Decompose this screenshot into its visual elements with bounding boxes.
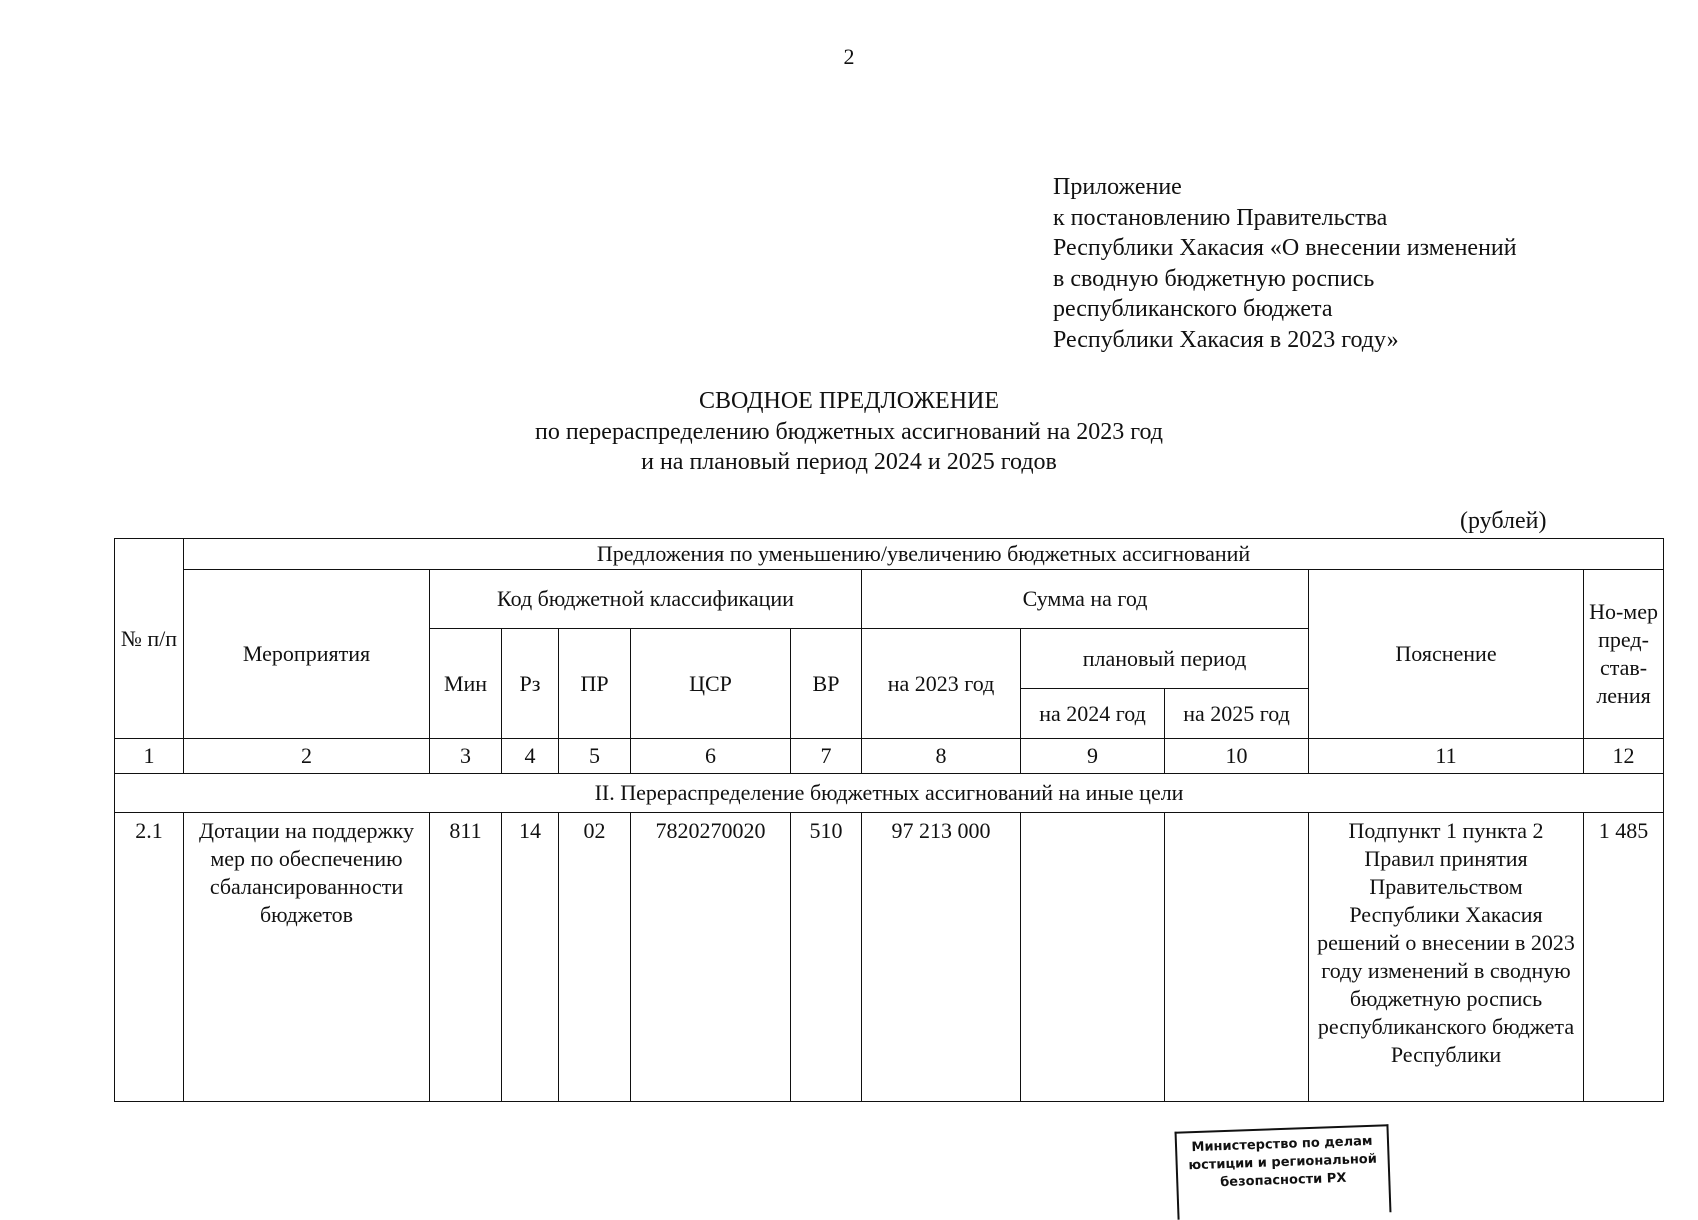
header-2023: на 2023 год: [862, 629, 1021, 739]
units-label: (рублей): [1460, 508, 1547, 534]
column-number: 9: [1021, 739, 1165, 774]
title-line-2: по перераспределению бюджетных ассигнований на 2023 год: [534, 418, 1164, 445]
column-number: 12: [1584, 739, 1664, 774]
column-number: 3: [430, 739, 502, 774]
column-number: 10: [1165, 739, 1309, 774]
cell-number: 2.1: [115, 813, 184, 1102]
column-numbers-row: [115, 739, 1664, 774]
cell-sum-2024: [1021, 813, 1165, 1102]
appendix-line: республиканского бюджета: [1053, 296, 1333, 322]
header-submission-number: Но-мер пред-став-ления: [1584, 570, 1664, 739]
appendix-line: Приложение: [1053, 174, 1182, 200]
table-row: [115, 813, 1664, 1102]
page-number: 2: [843, 44, 855, 69]
ministry-stamp: [1175, 1124, 1392, 1219]
cell-explanation: Подпункт 1 пункта 2 Правил принятия Правительством Республики Хакасия решений о внесении в 2023 году изменений в сводную бюджетную роспись республиканского бюджета Республики: [1309, 813, 1584, 1102]
cell-measure: Дотации на поддержку мер по обеспечению сбалансированности бюджетов: [184, 813, 430, 1102]
column-number: 5: [559, 739, 631, 774]
cell-pr: 02: [559, 813, 631, 1102]
cell-sum-2025: [1165, 813, 1309, 1102]
column-number: 8: [862, 739, 1021, 774]
header-csr: ЦСР: [631, 629, 791, 739]
appendix-line: в сводную бюджетную роспись: [1053, 265, 1375, 292]
column-number: 4: [502, 739, 559, 774]
cell-csr: 7820270020: [631, 813, 791, 1102]
document-title: [0, 386, 1698, 478]
cell-sum-2023: 97 213 000: [862, 813, 1021, 1102]
cell-vr: 510: [791, 813, 862, 1102]
header-explanation: Пояснение: [1309, 570, 1584, 739]
header-vr: ВР: [791, 629, 862, 739]
header-sum: Сумма на год: [862, 570, 1309, 629]
column-number: 11: [1309, 739, 1584, 774]
column-number: 7: [791, 739, 862, 774]
appendix-line: Республики Хакасия «О внесении изменений: [1053, 235, 1517, 261]
cell-rz: 14: [502, 813, 559, 1102]
header-group: Предложения по уменьшению/увеличению бюджетных ассигнований: [184, 539, 1664, 570]
header-rz: Рз: [502, 629, 559, 739]
section-title: II. Перераспределение бюджетных ассигнований на иные цели: [115, 774, 1664, 813]
title-line-1: СВОДНОЕ ПРЕДЛОЖЕНИЕ: [698, 388, 1000, 414]
appendix-line: Республики Хакасия в 2023 году»: [1053, 326, 1399, 353]
budget-table: [114, 538, 1664, 1102]
cell-min: 811: [430, 813, 502, 1102]
stamp-line: Министерство по делам: [1191, 1133, 1373, 1156]
header-row-number: № п/п: [115, 539, 184, 739]
title-line-3: и на плановый период 2024 и 2025 годов: [641, 449, 1057, 475]
header-measures: Мероприятия: [184, 570, 430, 739]
column-number: 6: [631, 739, 791, 774]
stamp-line: юстиции и региональной: [1188, 1151, 1378, 1174]
header-kbk: Код бюджетной классификации: [430, 570, 862, 629]
appendix-line: к постановлению Правительства: [1053, 204, 1388, 231]
column-number: 1: [115, 739, 184, 774]
header-planned-period: плановый период: [1021, 629, 1309, 689]
stamp-line: безопасности РХ: [1219, 1170, 1347, 1191]
column-number: 2: [184, 739, 430, 774]
cell-submission-number: 1 485: [1584, 813, 1664, 1102]
header-pr: ПР: [559, 629, 631, 739]
appendix-block: [1053, 172, 1517, 355]
header-2024: на 2024 год: [1021, 689, 1165, 739]
header-2025: на 2025 год: [1165, 689, 1309, 739]
header-min: Мин: [430, 629, 502, 739]
